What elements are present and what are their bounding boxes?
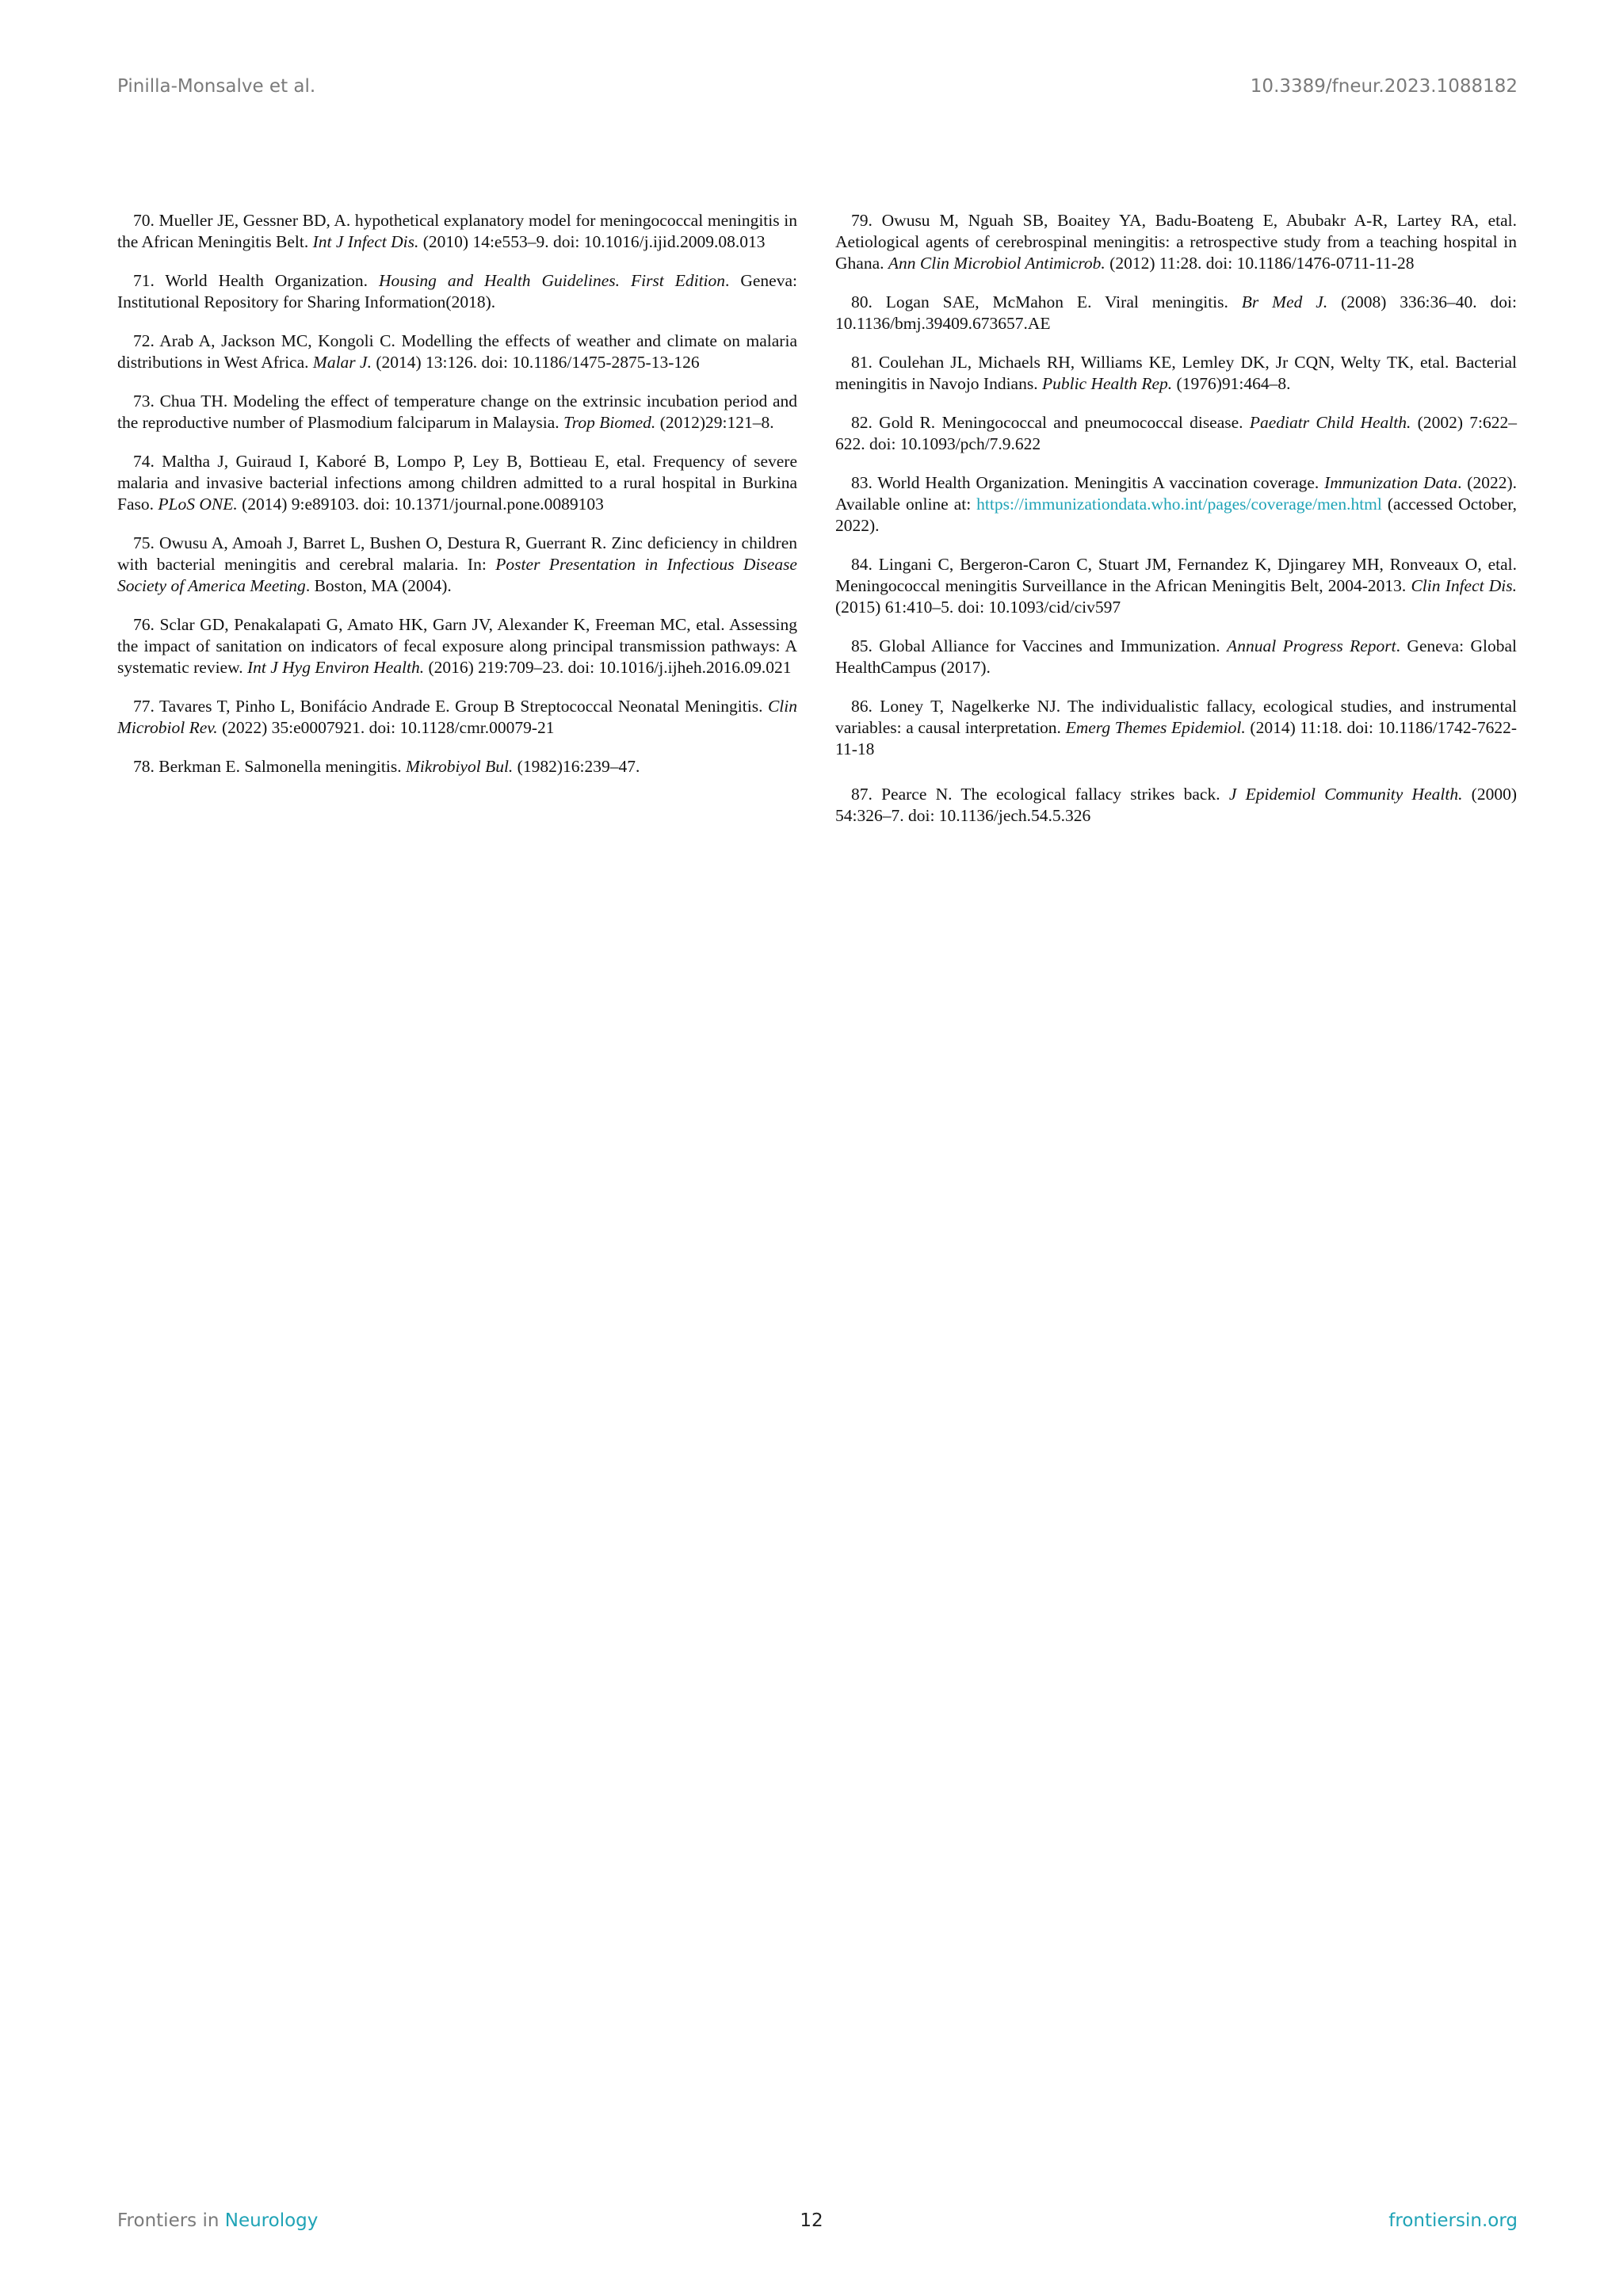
reference-journal-title: Int J Hyg Environ Health. bbox=[246, 658, 425, 677]
reference-url-link[interactable]: https://immunizationdata.who.int/pages/coverage/men.html bbox=[976, 495, 1382, 514]
reference-journal-title: Immunization Data bbox=[1324, 473, 1458, 492]
reference-journal-title: Housing and Health Guidelines. First Edition bbox=[379, 271, 726, 290]
references-column-left bbox=[117, 210, 797, 795]
reference-journal-title: Clin Infect Dis. bbox=[1411, 576, 1517, 595]
reference-text: 70. Mueller JE, Gessner BD, A. hypothetical explanatory model for meningococcal meningitis in the African Meningitis Belt. bbox=[117, 211, 797, 251]
reference-83 bbox=[835, 472, 1517, 537]
reference-75 bbox=[117, 533, 797, 597]
reference-70 bbox=[117, 210, 797, 253]
reference-text: (2012)29:121–8. bbox=[655, 413, 774, 432]
footer-site-link[interactable]: frontiersin.org bbox=[1388, 2210, 1518, 2231]
reference-text: 81. Coulehan JL, Michaels RH, Williams KE, Lemley DK, Jr CQN, Welty TK, etal. Bacterial meningitis in Navojo Indians. bbox=[835, 353, 1517, 393]
reference-journal-title: Br Med J. bbox=[1241, 292, 1328, 311]
reference-journal-title: PLoS ONE. bbox=[158, 495, 238, 514]
reference-text: (2016) 219:709–23. doi: 10.1016/j.ijheh.2016.09.021 bbox=[424, 658, 792, 677]
reference-text: . Geneva: Global HealthCampus (2017). bbox=[835, 636, 1517, 677]
running-header-doi: 10.3389/fneur.2023.1088182 bbox=[1250, 76, 1518, 97]
reference-text: (2008) 336:36–40. doi: 10.1136/bmj.39409.673657.AE bbox=[835, 292, 1517, 333]
reference-text: 84. Lingani C, Bergeron-Caron C, Stuart JM, Fernandez K, Djingarey MH, Ronveaux O, etal. Meningococcal meningitis Surveillance in the African Meningitis Belt, 2004-2013. bbox=[835, 555, 1517, 595]
reference-text: 83. World Health Organization. Meningitis A vaccination coverage. bbox=[851, 473, 1325, 492]
reference-text: (2000) 54:326–7. doi: 10.1136/jech.54.5.326 bbox=[835, 785, 1517, 825]
reference-text: . Geneva: Institutional Repository for Sharing Information(2018). bbox=[117, 271, 797, 311]
reference-text: (2014) 11:18. doi: 10.1186/1742-7622-11-18 bbox=[835, 718, 1517, 758]
reference-text: 80. Logan SAE, McMahon E. Viral meningitis. bbox=[851, 292, 1242, 311]
reference-text: 75. Owusu A, Amoah J, Barret L, Bushen O, Destura R, Guerrant R. Zinc deficiency in children with bacterial meningitis and cerebral malaria. In: bbox=[117, 533, 797, 574]
reference-text: 86. Loney T, Nagelkerke NJ. The individualistic fallacy, ecological studies, and instrumental variables: a causal interpretation. bbox=[835, 697, 1517, 737]
reference-journal-title: Annual Progress Report bbox=[1227, 636, 1396, 655]
reference-text: (accessed October, 2022). bbox=[835, 495, 1517, 535]
reference-81 bbox=[835, 352, 1517, 395]
reference-text: 73. Chua TH. Modeling the effect of temperature change on the extrinsic incubation period and the reproductive number of Plasmodium falciparum in Malaysia. bbox=[117, 392, 797, 432]
reference-journal-title: Int J Infect Dis. bbox=[312, 232, 419, 251]
reference-80 bbox=[835, 292, 1517, 334]
reference-text: 71. World Health Organization. bbox=[133, 271, 380, 290]
reference-76 bbox=[117, 614, 797, 678]
reference-86 bbox=[835, 696, 1517, 760]
reference-text: . Boston, MA (2004). bbox=[305, 576, 452, 595]
reference-82 bbox=[835, 412, 1517, 455]
reference-journal-title: Public Health Rep. bbox=[1041, 374, 1173, 393]
reference-text: (2014) 9:e89103. doi: 10.1371/journal.pone.0089103 bbox=[237, 495, 604, 514]
reference-journal-title: Mikrobiyol Bul. bbox=[405, 757, 514, 776]
reference-journal-title: Emerg Themes Epidemiol. bbox=[1065, 718, 1246, 737]
reference-journal-title: Ann Clin Microbiol Antimicrob. bbox=[888, 254, 1106, 273]
reference-85 bbox=[835, 636, 1517, 678]
reference-73 bbox=[117, 391, 797, 434]
footer-journal-name[interactable]: Neurology bbox=[224, 2210, 319, 2231]
reference-text: 76. Sclar GD, Penakalapati G, Amato HK, Garn JV, Alexander K, Freeman MC, etal. Assessing the impact of sanitation on indicators of fecal exposure along principal transmission pathways: A systematic review. bbox=[117, 615, 797, 677]
reference-text: . (2022). Available online at: bbox=[835, 473, 1518, 514]
reference-text: 82. Gold R. Meningococcal and pneumococcal disease. bbox=[851, 413, 1250, 432]
reference-text: (1982)16:239–47. bbox=[513, 757, 640, 776]
reference-text: 85. Global Alliance for Vaccines and Immunization. bbox=[851, 636, 1228, 655]
reference-text: 74. Maltha J, Guiraud I, Kaboré B, Lompo P, Ley B, Bottieau E, etal. Frequency of severe malaria and invasive bacterial infections among children admitted to a rural hospital in Burkina Faso. bbox=[117, 452, 797, 514]
reference-text: 78. Berkman E. Salmonella meningitis. bbox=[133, 757, 406, 776]
reference-78 bbox=[117, 756, 797, 777]
reference-journal-title: Poster Presentation in Infectious Disease Society of America Meeting bbox=[117, 555, 797, 595]
reference-journal-title: Clin Microbiol Rev. bbox=[117, 697, 797, 737]
reference-text: (2015) 61:410–5. doi: 10.1093/cid/civ597 bbox=[835, 598, 1121, 617]
reference-71 bbox=[117, 270, 797, 313]
reference-text: (1976)91:464–8. bbox=[1172, 374, 1291, 393]
footer-journal-prefix: Frontiers in bbox=[117, 2210, 220, 2231]
reference-text: 77. Tavares T, Pinho L, Bonifácio Andrade E. Group B Streptococcal Neonatal Meningitis. bbox=[133, 697, 768, 716]
reference-journal-title: Paediatr Child Health. bbox=[1249, 413, 1411, 432]
reference-text: (2014) 13:126. doi: 10.1186/1475-2875-13-126 bbox=[371, 353, 700, 372]
reference-text: 72. Arab A, Jackson MC, Kongoli C. Modelling the effects of weather and climate on malaria distributions in West Africa. bbox=[117, 331, 797, 372]
reference-84 bbox=[835, 554, 1517, 618]
reference-72 bbox=[117, 330, 797, 373]
references-column-right bbox=[835, 210, 1517, 844]
reference-77 bbox=[117, 696, 797, 739]
reference-text: (2012) 11:28. doi: 10.1186/1476-0711-11-28 bbox=[1105, 254, 1415, 273]
running-header-authors: Pinilla-Monsalve et al. bbox=[117, 76, 316, 97]
reference-journal-title: Malar J. bbox=[312, 353, 372, 372]
reference-87 bbox=[835, 784, 1517, 827]
reference-journal-title: Trop Biomed. bbox=[563, 413, 656, 432]
reference-79 bbox=[835, 210, 1517, 274]
reference-journal-title: J Epidemiol Community Health. bbox=[1228, 785, 1463, 804]
reference-text: (2002) 7:622–622. doi: 10.1093/pch/7.9.622 bbox=[835, 413, 1518, 453]
reference-text: (2022) 35:e0007921. doi: 10.1128/cmr.00079-21 bbox=[217, 718, 555, 737]
reference-text: 87. Pearce N. The ecological fallacy strikes back. bbox=[851, 785, 1229, 804]
reference-text: 79. Owusu M, Nguah SB, Boaitey YA, Badu-Boateng E, Abubakr A-R, Lartey RA, etal. Aetiological agents of cerebrospinal meningitis: a retrospective study from a teaching hospital in Ghana. bbox=[835, 211, 1517, 273]
page-number: 12 bbox=[800, 2210, 823, 2231]
reference-text: (2010) 14:e553–9. doi: 10.1016/j.ijid.2009.08.013 bbox=[418, 232, 766, 251]
reference-74 bbox=[117, 451, 797, 515]
